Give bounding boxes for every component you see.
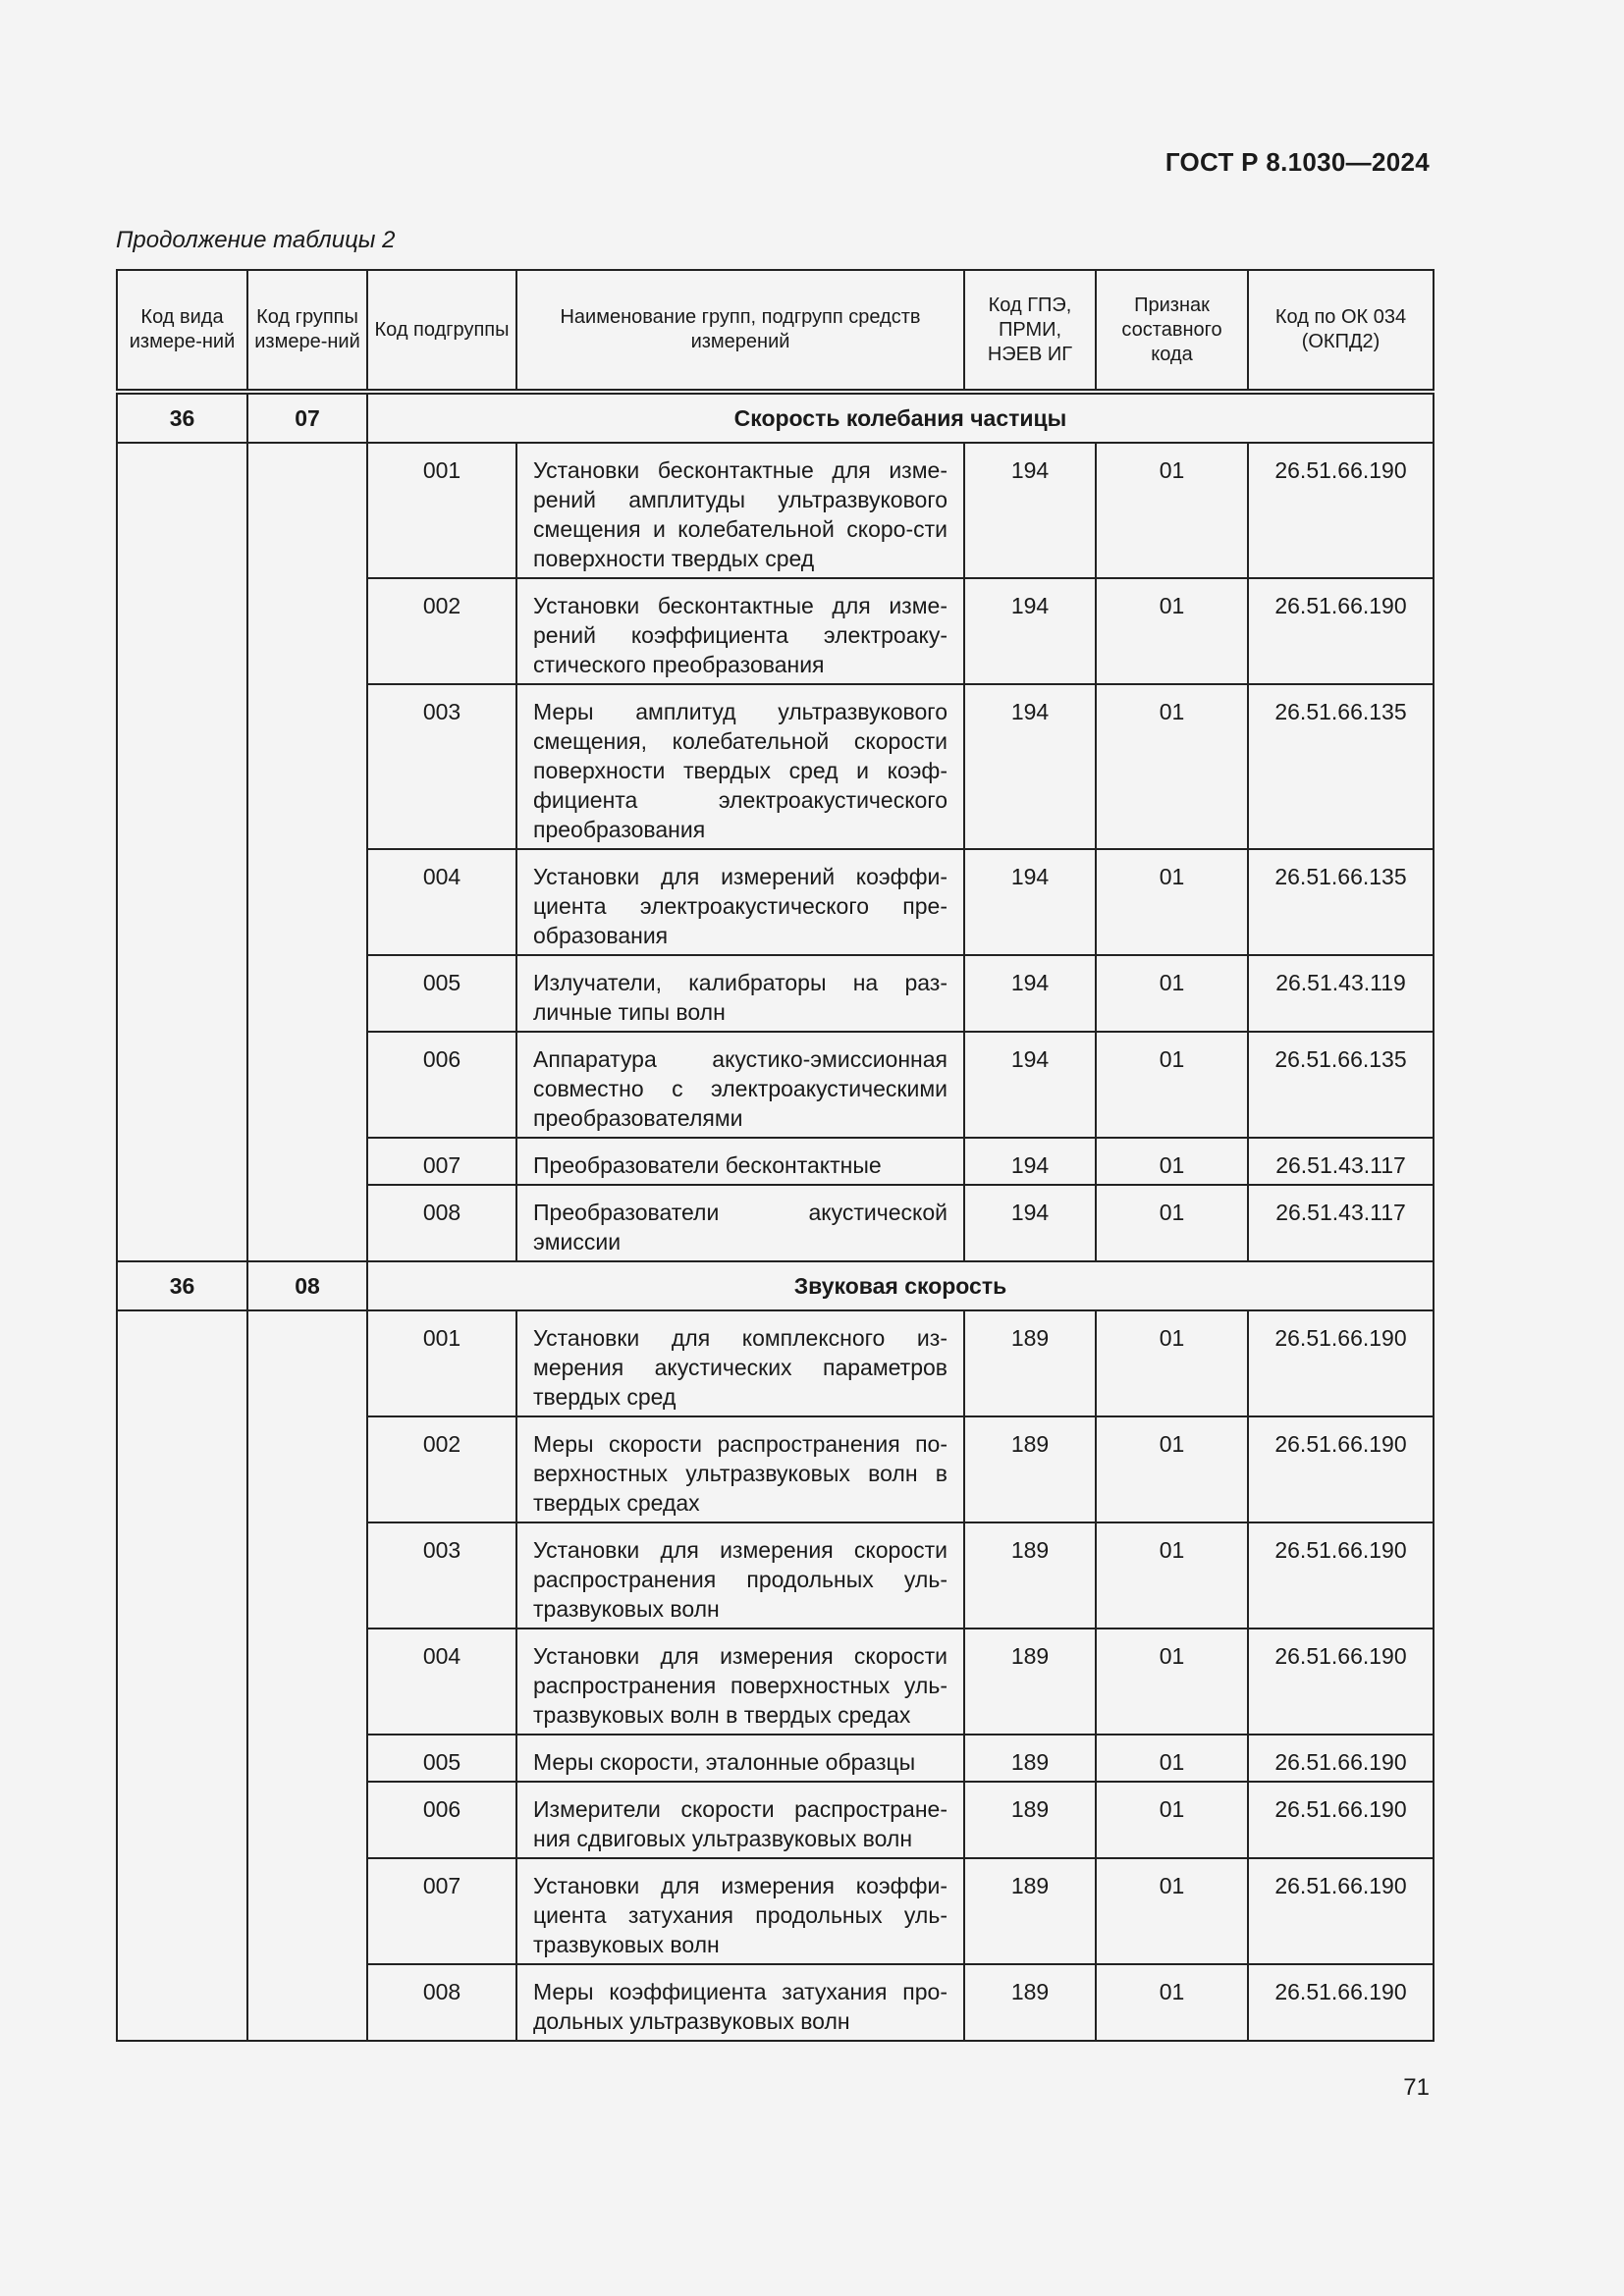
subgroup-code: 001 [367, 443, 516, 578]
col-name: Наименование групп, подгрупп средств измерений [516, 270, 964, 392]
gpe-code: 194 [964, 1185, 1096, 1261]
subgroup-name: Установки для измерений коэффи-циента электроакустического пре-образования [516, 849, 964, 955]
table-row [117, 1310, 1434, 1416]
gpe-code: 189 [964, 1782, 1096, 1858]
group-row [117, 1261, 1434, 1310]
subgroup-name: Аппаратура акустико-эмиссионная совместно с электроакустическими преобразователями [516, 1032, 964, 1138]
subgroup-name: Излучатели, калибраторы на раз-личные типы волн [516, 955, 964, 1032]
subgroup-name: Меры амплитуд ультразвукового смещения, колебательной скорости поверхности твердых сред и коэф-фициента электроакустического преобразования [516, 684, 964, 849]
col-gpe-code: Код ГПЭ, ПРМИ, НЭЕВ ИГ [964, 270, 1096, 392]
subgroup-code: 007 [367, 1138, 516, 1185]
subgroup-code: 002 [367, 578, 516, 684]
okpd-code: 26.51.66.135 [1248, 1032, 1434, 1138]
subgroup-name: Преобразователи акустической эмиссии [516, 1185, 964, 1261]
subgroup-code: 008 [367, 1964, 516, 2041]
composite-sign: 01 [1096, 1522, 1248, 1629]
subgroup-code: 006 [367, 1032, 516, 1138]
okpd-code: 26.51.66.190 [1248, 1310, 1434, 1416]
col-subgroup-code: Код подгруппы [367, 270, 516, 392]
subgroup-name: Измерители скорости распростране-ния сдвиговых ультразвуковых волн [516, 1782, 964, 1858]
subgroup-name: Установки для измерения скорости распространения поверхностных уль-тразвуковых волн в твердых средах [516, 1629, 964, 1735]
table-row [117, 443, 1434, 578]
gpe-code: 194 [964, 1032, 1096, 1138]
okpd-code: 26.51.43.119 [1248, 955, 1434, 1032]
okpd-code: 26.51.66.190 [1248, 1416, 1434, 1522]
empty-group-cell [247, 443, 367, 1261]
composite-sign: 01 [1096, 1416, 1248, 1522]
subgroup-code: 006 [367, 1782, 516, 1858]
composite-sign: 01 [1096, 1032, 1248, 1138]
composite-sign: 01 [1096, 849, 1248, 955]
group-code: 07 [247, 392, 367, 443]
table-caption: Продолжение таблицы 2 [116, 227, 396, 253]
composite-sign: 01 [1096, 1185, 1248, 1261]
empty-group-cell [247, 1310, 367, 2041]
gpe-code: 194 [964, 578, 1096, 684]
subgroup-code: 005 [367, 1735, 516, 1782]
composite-sign: 01 [1096, 1310, 1248, 1416]
subgroup-code: 003 [367, 1522, 516, 1629]
okpd-code: 26.51.43.117 [1248, 1185, 1434, 1261]
composite-sign: 01 [1096, 1138, 1248, 1185]
composite-sign: 01 [1096, 955, 1248, 1032]
okpd-code: 26.51.66.190 [1248, 1858, 1434, 1964]
gpe-code: 189 [964, 1310, 1096, 1416]
subgroup-name: Меры коэффициента затухания про-дольных ультразвуковых волн [516, 1964, 964, 2041]
okpd-code: 26.51.66.190 [1248, 1735, 1434, 1782]
col-composite-sign: Признак составного кода [1096, 270, 1248, 392]
empty-type-cell [117, 1310, 247, 2041]
group-type-code: 36 [117, 392, 247, 443]
okpd-code: 26.51.43.117 [1248, 1138, 1434, 1185]
gpe-code: 194 [964, 443, 1096, 578]
standard-designation: ГОСТ Р 8.1030—2024 [1164, 147, 1430, 177]
gpe-code: 194 [964, 684, 1096, 849]
group-row [117, 392, 1434, 443]
subgroup-name: Преобразователи бесконтактные [516, 1138, 964, 1185]
col-okpd-code: Код по ОК 034 (ОКПД2) [1248, 270, 1434, 392]
subgroup-name: Установки бесконтактные для изме-рений амплитуды ультразвукового смещения и колебательной скоро-сти поверхности твердых сред [516, 443, 964, 578]
gpe-code: 194 [964, 849, 1096, 955]
okpd-code: 26.51.66.135 [1248, 849, 1434, 955]
gpe-code: 194 [964, 1138, 1096, 1185]
gpe-code: 189 [964, 1416, 1096, 1522]
subgroup-code: 001 [367, 1310, 516, 1416]
okpd-code: 26.51.66.135 [1248, 684, 1434, 849]
classification-table [116, 269, 1435, 2042]
subgroup-code: 002 [367, 1416, 516, 1522]
gpe-code: 189 [964, 1735, 1096, 1782]
subgroup-name: Меры скорости распространения по-верхностных ультразвуковых волн в твердых средах [516, 1416, 964, 1522]
gpe-code: 189 [964, 1629, 1096, 1735]
gpe-code: 189 [964, 1964, 1096, 2041]
subgroup-name: Установки для измерения скорости распространения продольных уль-тразвуковых волн [516, 1522, 964, 1629]
composite-sign: 01 [1096, 1858, 1248, 1964]
okpd-code: 26.51.66.190 [1248, 1629, 1434, 1735]
col-type-code: Код вида измере-ний [117, 270, 247, 392]
col-group-code: Код группы измере-ний [247, 270, 367, 392]
okpd-code: 26.51.66.190 [1248, 578, 1434, 684]
group-title: Звуковая скорость [367, 1261, 1434, 1310]
composite-sign: 01 [1096, 578, 1248, 684]
subgroup-code: 008 [367, 1185, 516, 1261]
group-title: Скорость колебания частицы [367, 392, 1434, 443]
group-type-code: 36 [117, 1261, 247, 1310]
composite-sign: 01 [1096, 1782, 1248, 1858]
table-header-row [117, 270, 1434, 392]
subgroup-name: Установки бесконтактные для изме-рений коэффициента электроаку-стического преобразования [516, 578, 964, 684]
okpd-code: 26.51.66.190 [1248, 443, 1434, 578]
empty-type-cell [117, 443, 247, 1261]
subgroup-name: Установки для комплексного из-мерения акустических параметров твердых сред [516, 1310, 964, 1416]
subgroup-code: 003 [367, 684, 516, 849]
composite-sign: 01 [1096, 1964, 1248, 2041]
okpd-code: 26.51.66.190 [1248, 1522, 1434, 1629]
subgroup-name: Меры скорости, эталонные образцы [516, 1735, 964, 1782]
gpe-code: 194 [964, 955, 1096, 1032]
composite-sign: 01 [1096, 1629, 1248, 1735]
gpe-code: 189 [964, 1522, 1096, 1629]
composite-sign: 01 [1096, 443, 1248, 578]
subgroup-code: 007 [367, 1858, 516, 1964]
page-number: 71 [1403, 2074, 1430, 2101]
okpd-code: 26.51.66.190 [1248, 1964, 1434, 2041]
group-code: 08 [247, 1261, 367, 1310]
composite-sign: 01 [1096, 1735, 1248, 1782]
subgroup-name: Установки для измерения коэффи-циента затухания продольных уль-тразвуковых волн [516, 1858, 964, 1964]
subgroup-code: 005 [367, 955, 516, 1032]
subgroup-code: 004 [367, 849, 516, 955]
subgroup-code: 004 [367, 1629, 516, 1735]
gpe-code: 189 [964, 1858, 1096, 1964]
composite-sign: 01 [1096, 684, 1248, 849]
okpd-code: 26.51.66.190 [1248, 1782, 1434, 1858]
table-body [117, 392, 1434, 2041]
